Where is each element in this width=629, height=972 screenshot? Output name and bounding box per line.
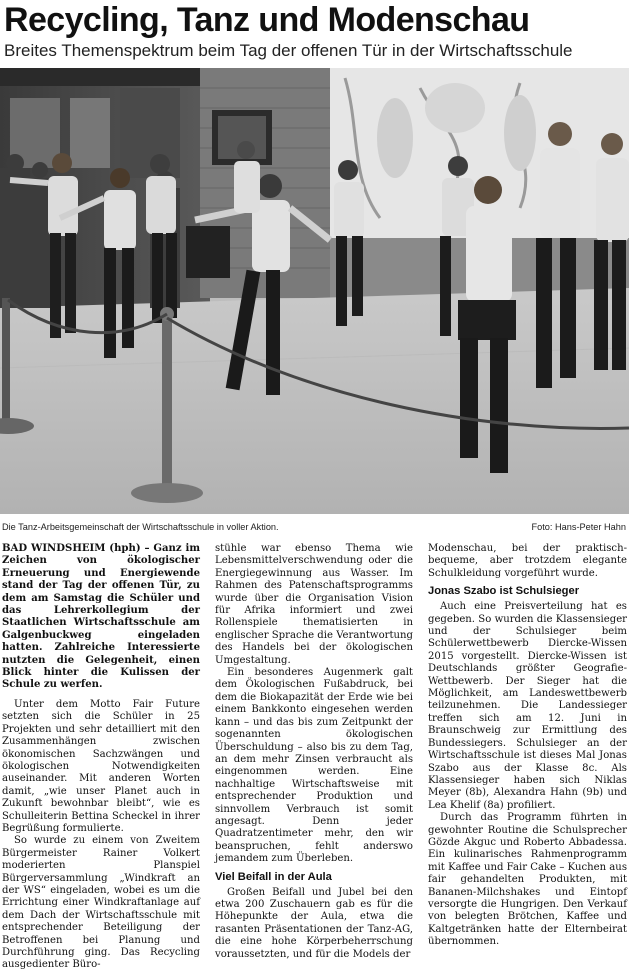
- body-paragraph: Auch eine Preisverteilung hat es gegeben. So wurden die Klassensieger und der Schulsieger beim Schülerwettbewerb Diercke-Wissen 2015 vorgestellt. Diercke-Wissen ist Deutschlands größter Geografie-Wettbewerb. Der Sieger hat die Möglichkeit, am Landeswettbewerb teilzunehmen. Die Landessieger treffen sich am 12. Juni in Braunschweig zur Ermittlung des Bundessiegers. Schulsieger an der Wirtschaftsschule ist dieses Mal Jonas Szabo aus der Klasse 8c. Als Klassensieger haben sich Niklas Meyer (8b), Alexandra Hahn (9b) und Lea Khelif (8a) profiliert.: [428, 601, 627, 811]
- body-paragraph: Modenschau, bei der praktisch-bequeme, aber trotzdem elegante Schulkleidung vorgeführt wurde.: [428, 543, 627, 579]
- photo-credit: Foto: Hans-Peter Hahn: [531, 522, 626, 532]
- body-paragraph: stühle war ebenso Thema wie Lebensmittelverschwendung oder die Energiegewinnung aus Wasser. Im Rahmen des Patenschaftsprogramms wurde über die Organisation Vision für Afrika informiert und zwei Rollenspiele thematisierten in englischer Sprache die Verantwortung des Handels bei der ökologischen Umgestaltung.: [215, 543, 413, 666]
- section-heading: Viel Beifall in der Aula: [215, 870, 332, 883]
- headline: Recycling, Tanz und Modenschau: [4, 1, 530, 39]
- article-column-1: [2, 543, 200, 972]
- section-heading: Jonas Szabo ist Schulsieger: [428, 585, 580, 598]
- body-paragraph: Ein besonderes Augenmerk galt dem Ökologischen Fußabdruck, bei dem die Biokapazität der Erde wie bei einem Bankkonto eingesehen werden kann – und das bis zum Zeitpunkt der sogenannten ökologischen Überschuldung – also bis zu dem Tag, an dem mehr Zinsen verbraucht als eingenommen werden. Eine nachhaltige Wirtschaftsweise mit entsprechender Produktion und sinnvollem Verbrauch ist somit angesagt. Denn jeder Quadratzentimeter mehr, den wir beanspruchen, fehlt anderswo jemandem zum Überleben.: [215, 667, 413, 865]
- body-paragraph: Unter dem Motto Fair Future setzten sich die Schüler in 25 Projekten und sehr detailliert mit den Zusammenhängen zwischen ökonomischen Sachzwängen und ökologischen Notwendigkeiten auseinander. Mit anderen Worten damit, „wie unser Planet auch in Zukunft bewohnbar bleibt“, wie es Schulleiterin Bettina Scheckel in ihrer Begrüßung formulierte.: [2, 698, 200, 834]
- subheadline: Breites Themenspektrum beim Tag der offenen Tür in der Wirtschaftsschule: [4, 41, 573, 60]
- photo-caption: Die Tanz-Arbeitsgemeinschaft der Wirtschaftsschule in voller Aktion.: [2, 522, 279, 532]
- body-paragraph: Durch das Programm führten in gewohnter Routine die Schulsprecher Gözde Akguc und Roberto Abbadessa. Ein kulinarisches Rahmenprogramm mit Kaffee und Fair Cake – Kuchen aus fair gehandelten Produkten, mit Bananen-Milchshakes und Eintopf versorgte die Hungrigen. Den Verkauf von belegten Brötchen, Kaffee und Kaltgetränken hatte der Elternbeirat übernommen.: [428, 812, 627, 948]
- article-column-2: [215, 543, 413, 961]
- body-paragraph: Großen Beifall und Jubel bei den etwa 200 Zuschauern gab es für die Höhepunkte der Aula, etwa die rasanten Präsentationen der Tanz-AG, die eine hohe Körperbeherrschung voraussetzten, und für die Models der: [215, 886, 413, 960]
- body-paragraph: So wurde zu einem von Zweitem Bürgermeister Rainer Volkert moderierten Planspiel Bürgerversammlung „Windkraft an der WS“ eingeladen, wobei es um die Errichtung einer Windkraftanlage auf dem Dach der Wirtschaftsschule mit entsprechender Beteiligung der Betroffenen bei Planung und Durchführung ging. Das Recycling ausgedienter Büro-: [2, 835, 200, 971]
- article-column-3: [428, 543, 627, 949]
- lead-paragraph: BAD WINDSHEIM (hph) – Ganz im Zeichen von ökologischer Erneuerung und Energiewende stand der Tag der offenen Tür, zu dem am Samstag die Schüler und das Lehrerkollegium der Staatlichen Wirtschaftsschule am Galgenbuckweg eingeladen hatten. Zahlreiche Interessierte nutzten die Gelegenheit, einen Blick hinter die Kulissen der Schule zu werfen.: [2, 543, 200, 691]
- article-photo: [0, 68, 629, 514]
